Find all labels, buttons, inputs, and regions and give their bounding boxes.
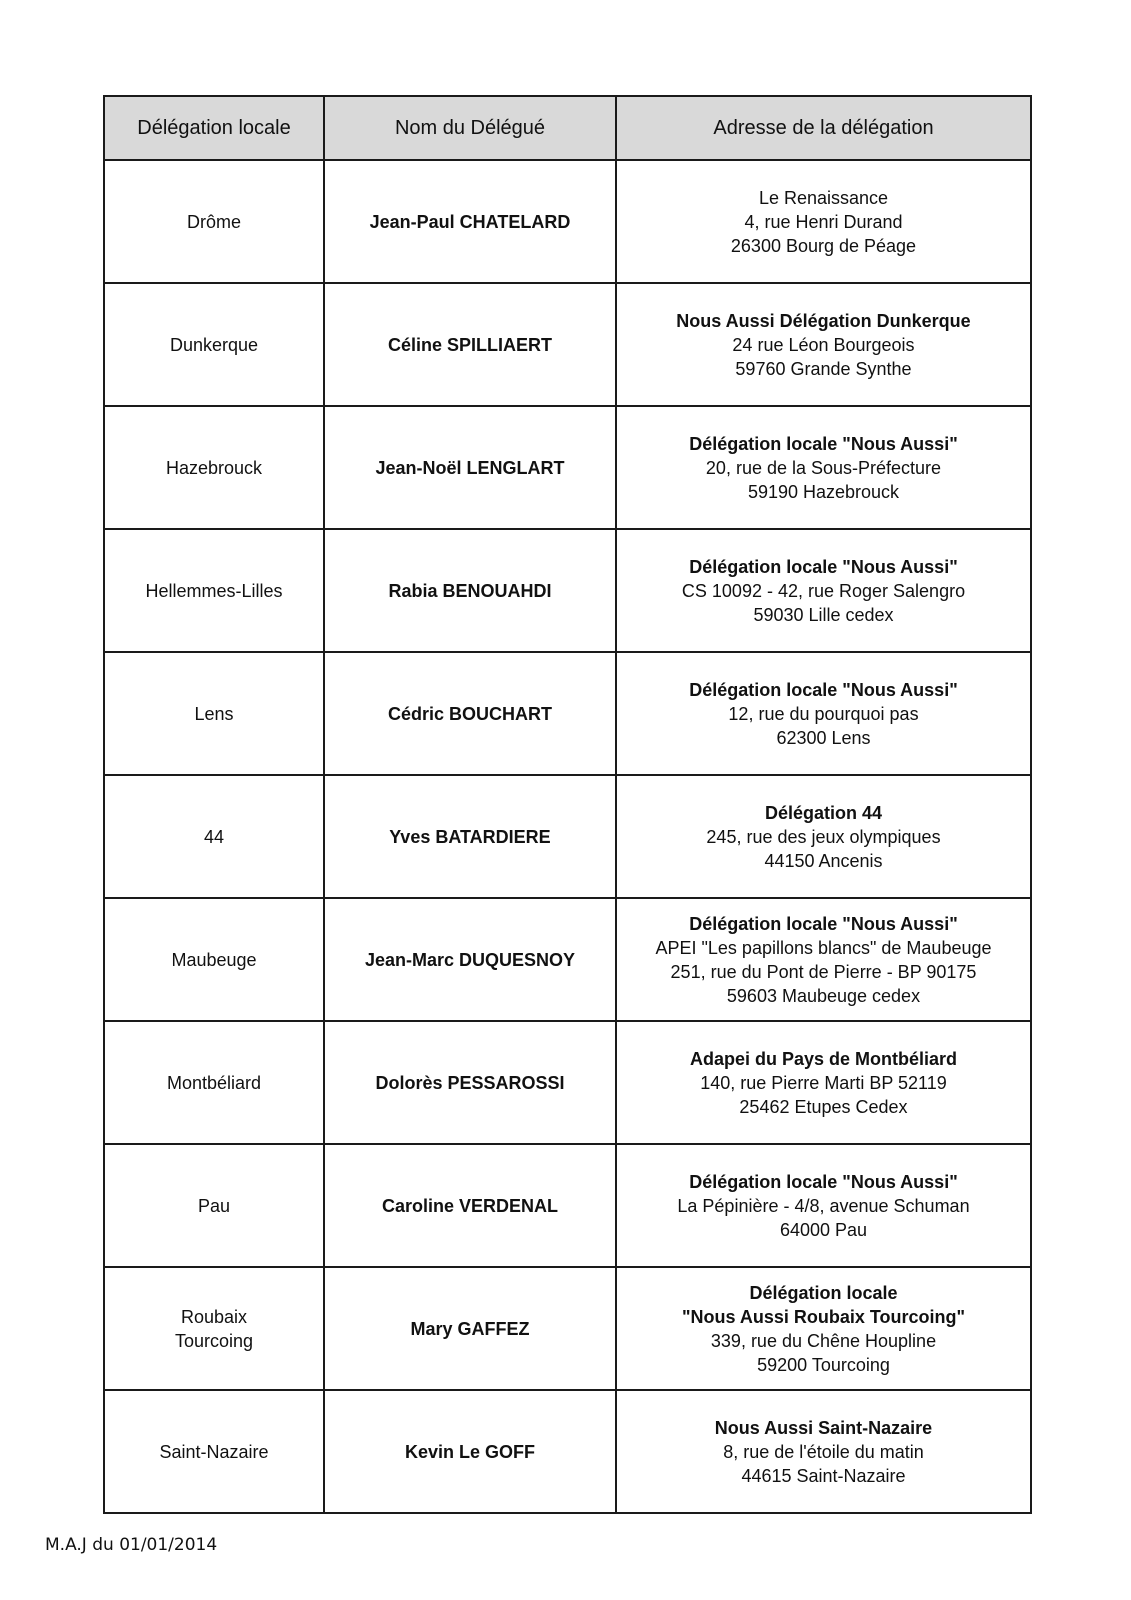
header-local-delegation: Délégation locale — [104, 96, 324, 160]
address-line: CS 10092 - 42, rue Roger Salengro — [681, 580, 966, 601]
address-line: 44150 Ancenis — [764, 850, 883, 871]
local-delegation-name: Dunkerque — [169, 334, 259, 355]
address-line: 8, rue de l'étoile du matin — [723, 1441, 924, 1462]
table-row — [104, 775, 1031, 898]
address-line: 4, rue Henri Durand — [744, 211, 903, 232]
delegate-name-cell: Yves BATARDIERE — [324, 775, 616, 898]
address-line: APEI "Les papillons blancs" de Maubeuge — [655, 937, 992, 958]
local-delegation-cell — [104, 775, 324, 898]
address-line: Nous Aussi Saint-Nazaire — [714, 1417, 933, 1438]
table-header — [104, 96, 1031, 160]
local-delegation-name: Drôme — [186, 211, 241, 232]
local-delegation-name: Hellemmes-Lilles — [145, 580, 283, 601]
address-line: Délégation locale "Nous Aussi" — [689, 1171, 958, 1192]
delegate-name-cell: Jean-Noël LENGLART — [324, 406, 616, 529]
table-row — [104, 406, 1031, 529]
table-row — [104, 1267, 1031, 1390]
local-delegation-name: Hazebrouck — [165, 457, 263, 478]
address-line: 59760 Grande Synthe — [735, 358, 912, 379]
table-row — [104, 160, 1031, 283]
header-row — [104, 96, 1031, 160]
address-line: 26300 Bourg de Péage — [730, 235, 917, 256]
local-delegation-cell — [104, 160, 324, 283]
address-line: Nous Aussi Délégation Dunkerque — [676, 310, 971, 331]
address-line: Adapei du Pays de Montbéliard — [689, 1048, 958, 1069]
delegation-address-cell — [616, 898, 1031, 1021]
address-line: Délégation locale "Nous Aussi" — [689, 679, 958, 700]
delegation-address-cell — [616, 1267, 1031, 1390]
address-line: Le Renaissance — [758, 187, 889, 208]
address-line: Délégation locale "Nous Aussi" — [689, 433, 958, 454]
delegate-name-cell: Jean-Marc DUQUESNOY — [324, 898, 616, 1021]
table-row — [104, 1144, 1031, 1267]
local-delegation-name: Montbéliard — [166, 1072, 262, 1093]
header-delegate-name: Nom du Délégué — [324, 96, 616, 160]
delegate-name-cell: Dolorès PESSAROSSI — [324, 1021, 616, 1144]
address-line: 20, rue de la Sous-Préfecture — [705, 457, 942, 478]
address-line: 59603 Maubeuge cedex — [726, 985, 921, 1006]
address-line: Délégation locale "Nous Aussi" — [689, 556, 958, 577]
local-delegation-cell — [104, 406, 324, 529]
delegation-address-cell — [616, 160, 1031, 283]
local-delegation-name: 44 — [203, 826, 225, 847]
local-delegation-cell — [104, 898, 324, 1021]
delegation-address-cell — [616, 652, 1031, 775]
table-row — [104, 1390, 1031, 1513]
address-line: 44615 Saint-Nazaire — [741, 1465, 906, 1486]
delegation-address-cell — [616, 283, 1031, 406]
delegation-address-cell — [616, 1021, 1031, 1144]
delegate-name-cell: Mary GAFFEZ — [324, 1267, 616, 1390]
delegation-address-cell — [616, 1390, 1031, 1513]
local-delegation-name: Tourcoing — [174, 1330, 254, 1351]
address-line: 59190 Hazebrouck — [747, 481, 900, 502]
table-row — [104, 898, 1031, 1021]
delegation-address-cell — [616, 1144, 1031, 1267]
delegate-name-cell: Rabia BENOUAHDI — [324, 529, 616, 652]
address-line: Délégation locale "Nous Aussi" — [689, 913, 958, 934]
update-date-note: M.A.J du 01/01/2014 — [45, 1535, 218, 1555]
local-delegation-name: Lens — [194, 703, 234, 724]
address-line: 25462 Etupes Cedex — [739, 1096, 908, 1117]
address-line: 59200 Tourcoing — [757, 1354, 890, 1375]
address-line: 245, rue des jeux olympiques — [706, 826, 941, 847]
delegation-address-cell — [616, 775, 1031, 898]
address-line: La Pépinière - 4/8, avenue Schuman — [677, 1195, 970, 1216]
local-delegation-name: Pau — [197, 1195, 231, 1216]
local-delegation-cell — [104, 529, 324, 652]
local-delegation-name: Roubaix — [180, 1306, 248, 1327]
local-delegation-cell — [104, 1267, 324, 1390]
delegate-name-cell: Jean-Paul CHATELARD — [324, 160, 616, 283]
address-line: 62300 Lens — [776, 727, 871, 748]
table-row — [104, 283, 1031, 406]
delegate-name-cell: Céline SPILLIAERT — [324, 283, 616, 406]
delegate-name-cell: Cédric BOUCHART — [324, 652, 616, 775]
local-delegation-cell — [104, 1021, 324, 1144]
address-line: 64000 Pau — [779, 1219, 868, 1240]
address-line: 59030 Lille cedex — [753, 604, 894, 625]
local-delegation-cell — [104, 1390, 324, 1513]
address-line: Délégation locale — [749, 1282, 898, 1303]
address-line: 140, rue Pierre Marti BP 52119 — [700, 1072, 947, 1093]
table-row — [104, 652, 1031, 775]
local-delegation-name: Saint-Nazaire — [159, 1441, 269, 1462]
delegation-address-cell — [616, 406, 1031, 529]
table-row — [104, 1021, 1031, 1144]
table-body — [104, 160, 1031, 1513]
local-delegation-cell — [104, 1144, 324, 1267]
address-line: Délégation 44 — [764, 802, 883, 823]
address-line: 24 rue Léon Bourgeois — [732, 334, 915, 355]
address-line: 339, rue du Chêne Houpline — [710, 1330, 937, 1351]
address-line: 251, rue du Pont de Pierre - BP 90175 — [670, 961, 977, 982]
address-line: "Nous Aussi Roubaix Tourcoing" — [681, 1306, 966, 1327]
local-delegation-cell — [104, 652, 324, 775]
delegate-name-cell: Caroline VERDENAL — [324, 1144, 616, 1267]
delegation-address-cell — [616, 529, 1031, 652]
header-delegation-address: Adresse de la délégation — [616, 96, 1031, 160]
local-delegation-name: Maubeuge — [171, 949, 257, 970]
address-line: 12, rue du pourquoi pas — [728, 703, 919, 724]
delegate-name-cell: Kevin Le GOFF — [324, 1390, 616, 1513]
table-row — [104, 529, 1031, 652]
local-delegation-cell — [104, 283, 324, 406]
delegations-table — [103, 95, 1032, 1514]
